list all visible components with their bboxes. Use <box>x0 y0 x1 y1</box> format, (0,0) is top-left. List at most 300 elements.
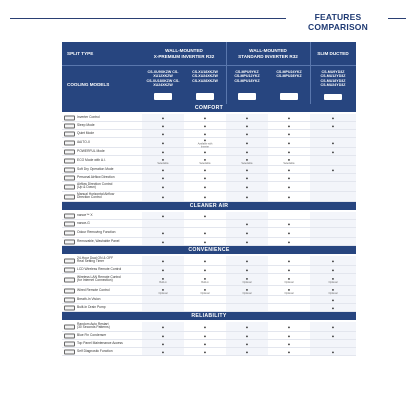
feature-availability <box>279 267 299 272</box>
feature-availability <box>323 149 343 154</box>
availability-dot: ● <box>161 341 165 346</box>
availability-dot: ● <box>245 194 249 199</box>
availability-dot: ● <box>287 194 291 199</box>
feature-availability <box>323 305 343 310</box>
feature-availability <box>279 175 299 180</box>
feature-label: Built-In Drain Pump <box>77 304 106 309</box>
feature-availability <box>195 349 215 354</box>
availability-dot: ● <box>245 275 249 281</box>
availability-dot: ● <box>245 149 249 154</box>
feature-availability <box>237 140 257 145</box>
models-col-3: CS-MPU9YKZ CS-MPU12YKZ CS-MPU18YKZ <box>234 70 260 83</box>
feature-availability <box>323 123 343 128</box>
availability-dot: ● <box>287 131 291 136</box>
feature-availability <box>323 349 343 354</box>
availability-dot: ● <box>203 167 207 172</box>
feature-availability <box>279 194 299 199</box>
table-row <box>62 286 356 296</box>
availability-note: Optional <box>284 291 294 295</box>
availability-dot: ● <box>161 333 165 338</box>
feature-availability <box>279 230 299 235</box>
feature-availability <box>153 239 173 244</box>
table-row <box>62 256 356 266</box>
feature-availability <box>279 333 299 338</box>
availability-dot: ● <box>203 184 207 189</box>
availability-dot: ● <box>161 115 165 120</box>
availability-dot: ● <box>287 184 291 189</box>
split-type-label: SPLIT TYPE <box>67 50 94 56</box>
feature-availability <box>237 115 257 120</box>
availability-dot: ● <box>287 267 291 272</box>
feature-availability <box>279 184 299 189</box>
table-header <box>62 42 356 104</box>
availability-dot: ● <box>287 115 291 120</box>
feature-availability <box>279 275 299 284</box>
availability-dot: ● <box>203 286 207 292</box>
feature-label: Sleep Mode <box>77 122 95 127</box>
feature-availability <box>279 149 299 154</box>
availability-dot: ● <box>245 131 249 136</box>
availability-dot: ● <box>161 324 165 329</box>
feature-availability <box>323 258 343 263</box>
table-row <box>62 182 356 192</box>
column-shade <box>310 130 356 137</box>
column-shade <box>142 304 184 311</box>
availability-dot: ● <box>245 115 249 120</box>
availability-dot: ● <box>331 297 335 302</box>
availability-dot: ● <box>203 156 207 162</box>
feature-availability <box>153 258 173 263</box>
feature-availability <box>323 167 343 172</box>
availability-dot: ● <box>245 140 249 145</box>
feature-availability <box>153 156 173 165</box>
availability-dot: ● <box>161 156 165 162</box>
availability-note: Selectable <box>199 161 211 165</box>
feature-availability <box>323 324 343 329</box>
availability-dot: ● <box>331 149 335 154</box>
header-row-models <box>62 66 356 104</box>
availability-dot: ● <box>331 167 335 172</box>
feature-availability <box>323 286 343 295</box>
feature-label: nanoe-G <box>77 220 90 225</box>
table-row <box>62 274 356 286</box>
models-col-4: CS-MPU24YKZ CS-MPU28YKZ <box>276 70 302 79</box>
feature-icon <box>64 175 75 180</box>
feature-availability <box>237 286 257 295</box>
availability-dot: ● <box>161 258 165 263</box>
feature-icon <box>64 230 75 235</box>
feature-icon <box>64 221 75 226</box>
feature-icon <box>64 123 75 128</box>
feature-availability <box>323 297 343 302</box>
feature-availability <box>153 213 173 218</box>
availability-dot: ● <box>203 149 207 154</box>
feature-availability <box>195 115 215 120</box>
section-header: CONVENIENCE <box>62 246 356 254</box>
availability-note: Optional <box>242 291 252 295</box>
availability-dot: ● <box>287 175 291 180</box>
feature-icon <box>64 297 75 302</box>
feature-availability <box>153 333 173 338</box>
availability-dot: ● <box>245 175 249 180</box>
header-divider <box>310 42 311 65</box>
availability-note: Selectable <box>283 161 295 165</box>
feature-availability <box>153 275 173 284</box>
column-shade <box>142 220 184 227</box>
availability-dot: ● <box>287 333 291 338</box>
table-row <box>62 220 356 228</box>
feature-icon <box>64 333 75 338</box>
feature-availability <box>237 341 257 346</box>
feature-label: Manual Horizontal Airflow Direction Control <box>77 191 115 200</box>
feature-availability <box>279 324 299 329</box>
feature-label: Self Diagnostic Function <box>77 348 113 353</box>
availability-dot: ● <box>245 349 249 354</box>
feature-availability <box>195 275 215 284</box>
availability-dot: ● <box>287 123 291 128</box>
feature-availability <box>237 230 257 235</box>
availability-note: Optional <box>158 291 168 295</box>
availability-dot: ● <box>287 349 291 354</box>
availability-dot: ● <box>287 239 291 244</box>
feature-availability <box>279 140 299 145</box>
feature-availability <box>153 267 173 272</box>
table-row <box>62 340 356 348</box>
feature-availability <box>153 140 173 145</box>
table-row <box>62 266 356 274</box>
header-row-split-type <box>62 42 356 66</box>
feature-availability <box>195 123 215 128</box>
feature-icon <box>64 341 75 346</box>
column-shade <box>310 228 356 237</box>
feature-availability <box>195 156 215 165</box>
availability-dot: ● <box>331 115 335 120</box>
feature-label: Random Auto Restart (30 Seconds Patterns) <box>77 321 110 330</box>
feature-availability <box>153 194 173 199</box>
feature-icon <box>64 258 75 263</box>
column-shade <box>310 238 356 245</box>
availability-dot: ● <box>161 267 165 272</box>
availability-dot: ● <box>161 149 165 154</box>
table-row <box>62 166 356 174</box>
feature-availability <box>237 184 257 189</box>
feature-availability <box>279 221 299 226</box>
availability-dot: ● <box>203 267 207 272</box>
section-header: CLEANER AIR <box>62 202 356 210</box>
unit-image <box>238 93 256 100</box>
feature-icon <box>64 324 75 329</box>
availability-dot: ● <box>245 267 249 272</box>
availability-dot: ● <box>331 349 335 354</box>
availability-dot: ● <box>331 275 335 281</box>
feature-availability <box>153 324 173 329</box>
availability-dot: ● <box>203 275 207 281</box>
feature-availability <box>195 258 215 263</box>
feature-availability <box>195 137 215 149</box>
availability-note: Available with Inverter <box>197 142 213 149</box>
availability-dot: ● <box>203 230 207 235</box>
header-divider <box>226 42 227 65</box>
column-shade <box>226 296 268 303</box>
availability-dot: ● <box>203 324 207 329</box>
feature-availability <box>153 167 173 172</box>
feature-icon <box>64 277 75 282</box>
feature-icon <box>64 184 75 189</box>
models-col-2: CS-XU18XKZW CS-XU24XKZW CS-XU28XKZW <box>192 70 218 83</box>
availability-dot: ● <box>245 324 249 329</box>
availability-dot: ● <box>161 140 165 145</box>
feature-availability <box>195 286 215 295</box>
availability-dot: ● <box>203 123 207 128</box>
availability-dot: ● <box>161 230 165 235</box>
availability-dot: ● <box>331 267 335 272</box>
availability-dot: ● <box>161 349 165 354</box>
models-col-5: CS-MU9YD3Z CS-MU12YD3Z CS-MU18YD3Z CS-MU24YD3Z <box>320 70 346 88</box>
feature-label: Wireless LAN Remote Control (for Internet Connection) <box>77 274 121 283</box>
availability-dot: ● <box>331 286 335 292</box>
availability-dot: ● <box>287 156 291 162</box>
header-type-slim-ducted: SLIM DUCTED <box>317 50 349 56</box>
availability-dot: ● <box>203 333 207 338</box>
feature-availability <box>237 131 257 136</box>
feature-icon <box>64 267 75 272</box>
feature-label: Personal Airflow Direction <box>77 174 115 179</box>
feature-availability <box>279 156 299 165</box>
feature-label: LCD Wireless Remote Control <box>77 266 122 271</box>
feature-availability <box>195 131 215 136</box>
feature-label: ECO Mode with A.I. <box>77 157 106 162</box>
table-row <box>62 114 356 122</box>
feature-icon <box>64 288 75 293</box>
availability-dot: ● <box>245 167 249 172</box>
page-title: FEATURES COMPARISON <box>308 12 368 32</box>
availability-dot: ● <box>287 140 291 145</box>
availability-dot: ● <box>331 305 335 310</box>
availability-note: Optional <box>284 280 294 284</box>
feature-icon <box>64 167 75 172</box>
feature-availability <box>237 349 257 354</box>
availability-dot: ● <box>203 175 207 180</box>
availability-dot: ● <box>245 341 249 346</box>
unit-image <box>324 94 342 100</box>
feature-availability <box>323 140 343 145</box>
table-row <box>62 148 356 156</box>
feature-availability <box>279 258 299 263</box>
table-row <box>62 192 356 202</box>
title-rule-left <box>10 18 286 19</box>
table-row <box>62 228 356 238</box>
feature-availability <box>237 267 257 272</box>
availability-dot: ● <box>203 341 207 346</box>
feature-availability <box>195 239 215 244</box>
models-col-1: CS-XU9XKZW CS-XU12XKZW CS-XU18XKZW CS-XU24XKZW <box>146 70 180 88</box>
table-row <box>62 304 356 312</box>
availability-note: Selectable <box>157 161 169 165</box>
feature-availability <box>153 131 173 136</box>
feature-label: Airflow Direction Control (Up & Down) <box>77 181 113 190</box>
feature-label: Blue Fin Condenser <box>77 332 107 337</box>
availability-dot: ● <box>331 333 335 338</box>
column-shade <box>310 220 356 227</box>
feature-availability <box>195 324 215 329</box>
availability-dot: ● <box>287 324 291 329</box>
availability-note: Optional <box>200 291 210 295</box>
feature-label: Wired Remote Control <box>77 287 110 292</box>
feature-availability <box>279 123 299 128</box>
feature-availability <box>237 275 257 284</box>
availability-dot: ● <box>245 123 249 128</box>
section-header: COMFORT <box>62 104 356 112</box>
feature-availability <box>237 239 257 244</box>
availability-dot: ● <box>161 167 165 172</box>
table-row <box>62 238 356 246</box>
feature-availability <box>279 349 299 354</box>
feature-availability <box>279 286 299 295</box>
feature-icon <box>64 131 75 136</box>
availability-dot: ● <box>161 123 165 128</box>
header-divider <box>226 66 227 104</box>
header-type-x-premium: WALL-MOUNTED X-PREMIUM INVERTER R32 <box>153 47 215 59</box>
table-row <box>62 138 356 148</box>
title-rule-right <box>388 18 406 19</box>
feature-availability <box>279 341 299 346</box>
availability-dot: ● <box>245 221 249 226</box>
feature-availability <box>153 175 173 180</box>
availability-dot: ● <box>161 275 165 281</box>
availability-dot: ● <box>287 275 291 281</box>
feature-availability <box>153 341 173 346</box>
table-row <box>62 332 356 340</box>
table-row <box>62 212 356 220</box>
availability-dot: ● <box>245 230 249 235</box>
feature-label: Inverter Control <box>77 114 100 119</box>
availability-dot: ● <box>203 213 207 218</box>
feature-availability <box>153 115 173 120</box>
table-row <box>62 122 356 130</box>
feature-availability <box>153 123 173 128</box>
table-row <box>62 322 356 332</box>
feature-availability <box>237 258 257 263</box>
column-shade <box>310 182 356 191</box>
feature-icon <box>64 158 75 163</box>
availability-dot: ● <box>245 184 249 189</box>
availability-dot: ● <box>161 131 165 136</box>
feature-availability <box>279 239 299 244</box>
availability-dot: ● <box>203 239 207 244</box>
availability-dot: ● <box>161 239 165 244</box>
availability-dot: ● <box>287 221 291 226</box>
feature-availability <box>237 175 257 180</box>
availability-dot: ● <box>203 258 207 263</box>
feature-label: Odour Removing Function <box>77 229 116 234</box>
unit-image <box>154 93 172 100</box>
feature-availability <box>323 115 343 120</box>
feature-icon <box>64 305 75 310</box>
feature-availability <box>153 230 173 235</box>
column-shade <box>310 156 356 165</box>
availability-dot: ● <box>331 140 335 145</box>
feature-availability <box>153 286 173 295</box>
availability-dot: ● <box>203 136 207 142</box>
table-row <box>62 348 356 356</box>
availability-note: Selectable <box>241 161 253 165</box>
feature-availability <box>195 167 215 172</box>
feature-availability <box>195 149 215 154</box>
feature-availability <box>153 149 173 154</box>
feature-availability <box>323 267 343 272</box>
availability-dot: ● <box>245 239 249 244</box>
availability-dot: ● <box>245 156 249 162</box>
feature-label: Soft Dry Operation Mode <box>77 166 114 171</box>
availability-note: Optional <box>328 291 338 295</box>
cooling-models-label: COOLING MODELS <box>67 82 110 88</box>
availability-dot: ● <box>203 131 207 136</box>
availability-dot: ● <box>331 258 335 263</box>
availability-note: Optional <box>328 280 338 284</box>
feature-availability <box>195 175 215 180</box>
feature-availability <box>237 221 257 226</box>
availability-dot: ● <box>287 167 291 172</box>
feature-availability <box>237 123 257 128</box>
availability-dot: ● <box>161 184 165 189</box>
availability-dot: ● <box>245 286 249 292</box>
availability-dot: ● <box>203 115 207 120</box>
feature-availability <box>279 167 299 172</box>
unit-image <box>196 93 214 100</box>
feature-availability <box>195 213 215 218</box>
feature-availability <box>153 184 173 189</box>
feature-availability <box>237 156 257 165</box>
availability-dot: ● <box>287 341 291 346</box>
availability-dot: ● <box>287 286 291 292</box>
column-shade <box>310 340 356 347</box>
feature-label: POWERFUL Mode <box>77 148 105 153</box>
feature-icon <box>64 239 75 244</box>
feature-label: Top Panel Maintenance Access <box>77 340 123 345</box>
availability-dot: ● <box>161 286 165 292</box>
feature-icon <box>64 149 75 154</box>
feature-label: 24-Hour Dual ON & OFF Real Setting Timer <box>77 255 114 264</box>
column-shade <box>142 296 184 303</box>
section-header: RELIABILITY <box>62 312 356 320</box>
feature-availability <box>195 184 215 189</box>
feature-label: Quiet Mode <box>77 130 95 135</box>
availability-note: Built-in <box>159 280 167 284</box>
header-divider <box>310 66 311 104</box>
feature-availability <box>237 324 257 329</box>
column-shade <box>226 212 268 219</box>
feature-availability <box>237 167 257 172</box>
availability-note: Optional <box>242 280 252 284</box>
unit-image <box>280 93 298 100</box>
feature-availability <box>195 194 215 199</box>
availability-dot: ● <box>287 230 291 235</box>
feature-icon <box>64 213 75 218</box>
feature-label: Removable, Washable Panel <box>77 238 120 243</box>
feature-icon <box>64 349 75 354</box>
header-type-standard: WALL-MOUNTED STANDARD INVERTER R32 <box>238 47 298 59</box>
availability-dot: ● <box>245 258 249 263</box>
feature-availability <box>323 333 343 338</box>
availability-dot: ● <box>203 194 207 199</box>
feature-icon <box>64 194 75 199</box>
table-row <box>62 296 356 304</box>
feature-availability <box>237 194 257 199</box>
feature-availability <box>195 267 215 272</box>
availability-dot: ● <box>161 213 165 218</box>
feature-label: iAUTO-X <box>77 139 91 144</box>
feature-availability <box>323 275 343 284</box>
